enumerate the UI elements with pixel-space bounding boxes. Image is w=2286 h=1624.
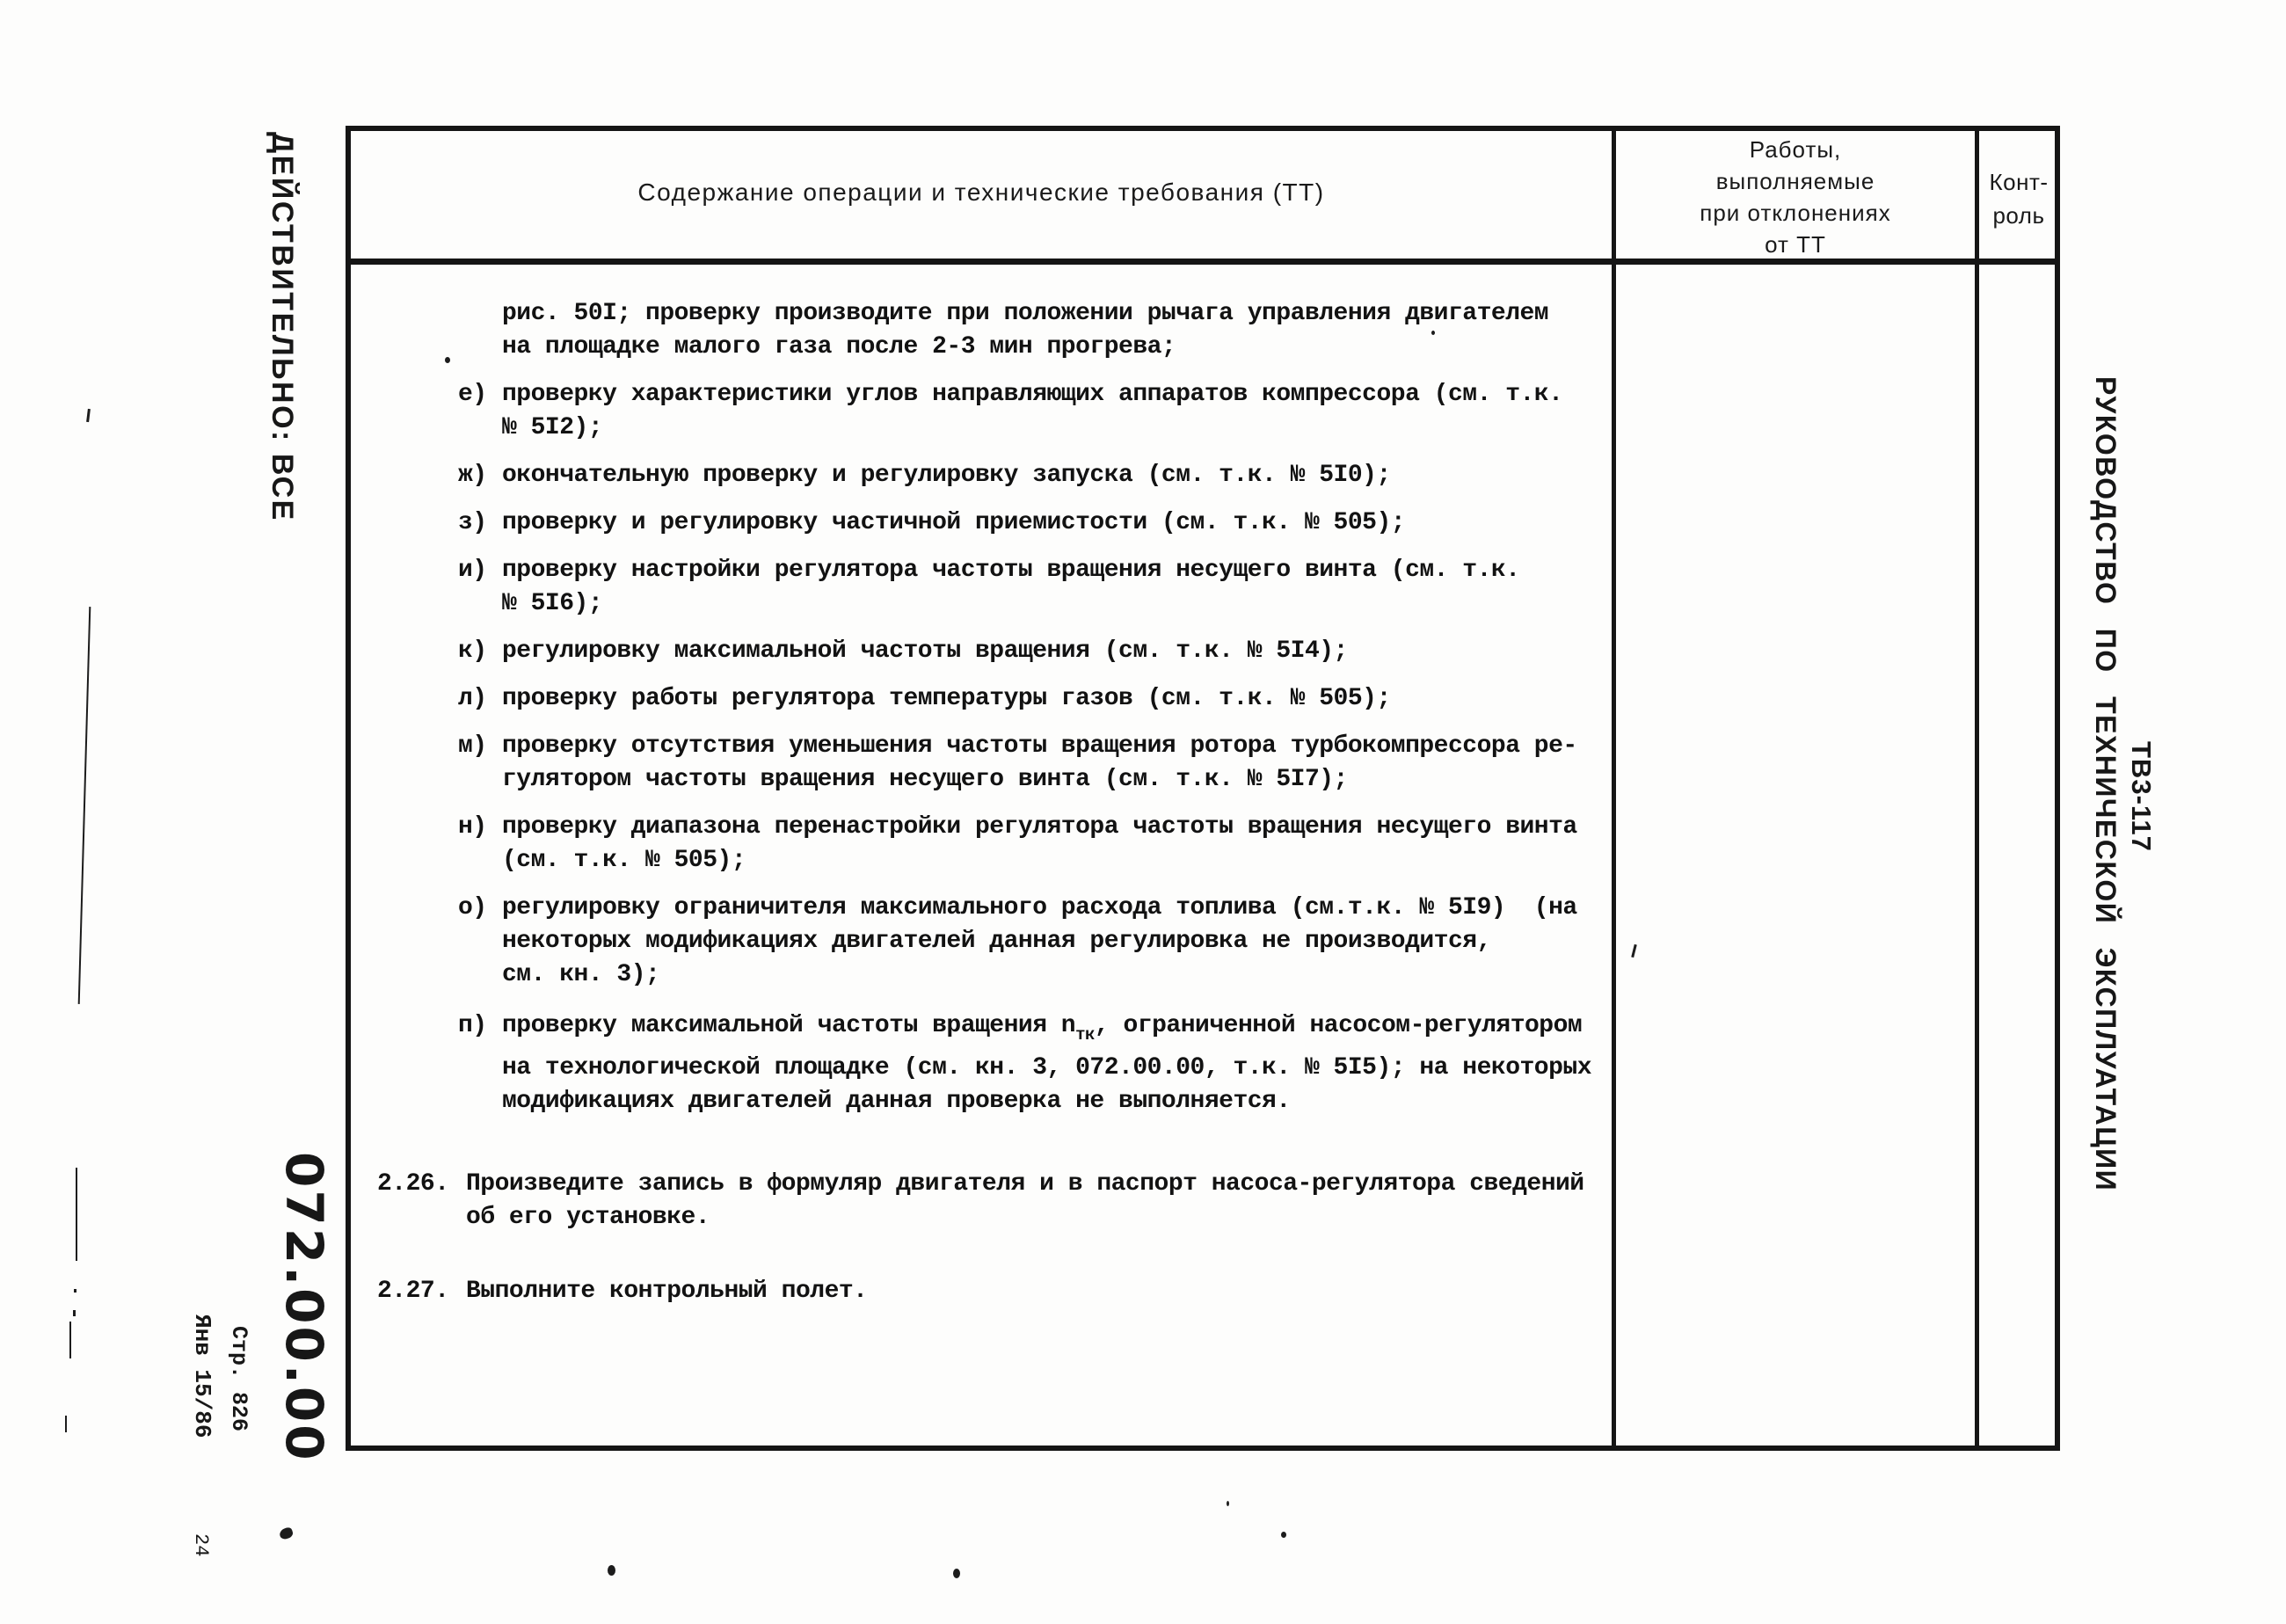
procedure-item <box>377 1168 1626 1234</box>
text-line: проверку настройки регулятора частоты вращения несущего винта (см. т.к. <box>502 557 1520 584</box>
scan-artifact <box>69 1322 71 1358</box>
text-line: № 5I2); <box>502 414 603 441</box>
text-line: (см. т.к. № 505); <box>502 847 746 874</box>
item-label: ж) <box>458 462 487 489</box>
procedure-item <box>377 506 1626 540</box>
text-line: об его установке. <box>466 1204 710 1231</box>
text-line: проверку отсутствия уменьшения частоты вращения ротора турбокомпрессора ре- <box>502 732 1577 760</box>
text-line: регулировку максимальной частоты вращения (см. т.к. № 5I4); <box>502 637 1348 665</box>
scan-artifact <box>1431 331 1435 335</box>
text-line: проверку диапазона перенастройки регулятора частоты вращения несущего винта <box>502 813 1577 841</box>
text-line: см. кн. 3); <box>502 961 660 988</box>
text-line: на технологической площадке (см. кн. 3, 072.00.00, т.к. № 5I5); на некоторых <box>502 1054 1592 1081</box>
header-line: при отклонениях <box>1700 200 1891 226</box>
item-label: 2.27. <box>377 1278 449 1305</box>
text-line: проверку работы регулятора температуры газов (см. т.к. № 505); <box>502 685 1391 712</box>
scan-artifact <box>1227 1501 1229 1506</box>
header-line: Конт- <box>1989 169 2049 195</box>
procedure-item <box>377 730 1626 797</box>
procedure-item <box>377 554 1626 621</box>
scan-artifact <box>76 1168 77 1261</box>
procedure-item <box>377 811 1626 878</box>
procedure-item <box>377 1275 1626 1308</box>
procedure-item <box>377 297 1626 364</box>
engine-model: ТВ3-117 <box>2126 741 2157 852</box>
scan-artifact <box>445 357 450 363</box>
scan-artifact <box>1281 1532 1286 1538</box>
revision-date: Янв 15/86 <box>189 1314 215 1438</box>
item-label: н) <box>458 813 487 841</box>
scan-artifact <box>953 1569 960 1578</box>
item-label: и) <box>458 557 487 584</box>
item-label: з) <box>458 509 487 536</box>
text-line: на площадке малого газа после 2-3 мин прогрева; <box>502 333 1176 360</box>
procedure-item <box>377 892 1626 992</box>
text-line: проверку максимальной частоты вращения $n_{тк}$, ограниченной насосом-регулятором <box>502 1012 1583 1045</box>
text-line: некоторых модификациях двигателей данная регулировка не производится, <box>502 928 1491 955</box>
header-line: выполняемые <box>1715 168 1875 194</box>
page-number: Стр. 826 <box>226 1326 251 1432</box>
text-line: модификациях двигателей данная проверка не выполняется. <box>502 1088 1291 1115</box>
manual-title: РУКОВОДСТВО ПО ТЕХНИЧЕСКОЙ ЭКСПЛУАТАЦИИ <box>2090 376 2122 1192</box>
header-line: Работы, <box>1749 136 1842 163</box>
scan-artifact <box>74 1289 76 1293</box>
item-label: 2.26. <box>377 1170 449 1198</box>
item-label: о) <box>458 894 487 921</box>
procedure-list <box>377 264 1626 1308</box>
scan-artifact <box>78 607 91 1004</box>
header-line: роль <box>1992 202 2045 229</box>
text-line: Произведите запись в формуляр двигателя и в паспорт насоса-регулятора сведений <box>466 1170 1584 1198</box>
header-deviation-works-column <box>1616 134 1975 260</box>
item-label: е) <box>458 381 487 408</box>
text-line: проверку и регулировку частичной приемистости (см. т.к. № 505); <box>502 509 1406 536</box>
header-line: от ТТ <box>1765 231 1826 258</box>
scan-artifact <box>608 1565 615 1576</box>
header-operations-column: Содержание операции и технические требования (ТТ) <box>637 178 1325 206</box>
scan-artifact <box>65 1416 67 1432</box>
scan-artifact <box>86 409 91 422</box>
scan-artifact <box>279 1526 295 1540</box>
task-number: 072.00.00 <box>274 1152 334 1463</box>
text-line: гулятором частоты вращения несущего винта (см. т.к. № 5I7); <box>502 766 1348 793</box>
procedure-item <box>377 635 1626 668</box>
text-line: проверку характеристики углов направляющих аппаратов компрессора (см. т.к. <box>502 381 1563 408</box>
text-line: окончательную проверку и регулировку запуска (см. т.к. № 5I0); <box>502 462 1391 489</box>
item-label: п) <box>458 1012 487 1039</box>
item-label: л) <box>458 685 487 712</box>
item-label: к) <box>458 637 487 665</box>
text-line: рис. 50I; проверку производите при положении рычага управления двигателем <box>502 300 1549 327</box>
validity-stamp: ДЕЙСТВИТЕЛЬНО: ВСЕ <box>266 132 299 522</box>
text-line: № 5I6); <box>502 590 603 617</box>
subscript: тк <box>1075 1025 1095 1045</box>
text-line: Выполните контрольный полет. <box>466 1278 868 1305</box>
sheet-number: 24 <box>190 1533 212 1557</box>
procedure-item <box>377 1009 1626 1118</box>
procedure-item <box>377 459 1626 492</box>
procedure-item <box>377 682 1626 716</box>
scan-artifact <box>73 1310 76 1316</box>
column-divider-2 <box>1975 126 1979 1451</box>
item-label: м) <box>458 732 487 760</box>
header-control-column <box>1979 165 2058 232</box>
text-line: регулировку ограничителя максимального расхода топлива (см.т.к. № 5I9) (на <box>502 894 1577 921</box>
procedure-item <box>377 378 1626 445</box>
